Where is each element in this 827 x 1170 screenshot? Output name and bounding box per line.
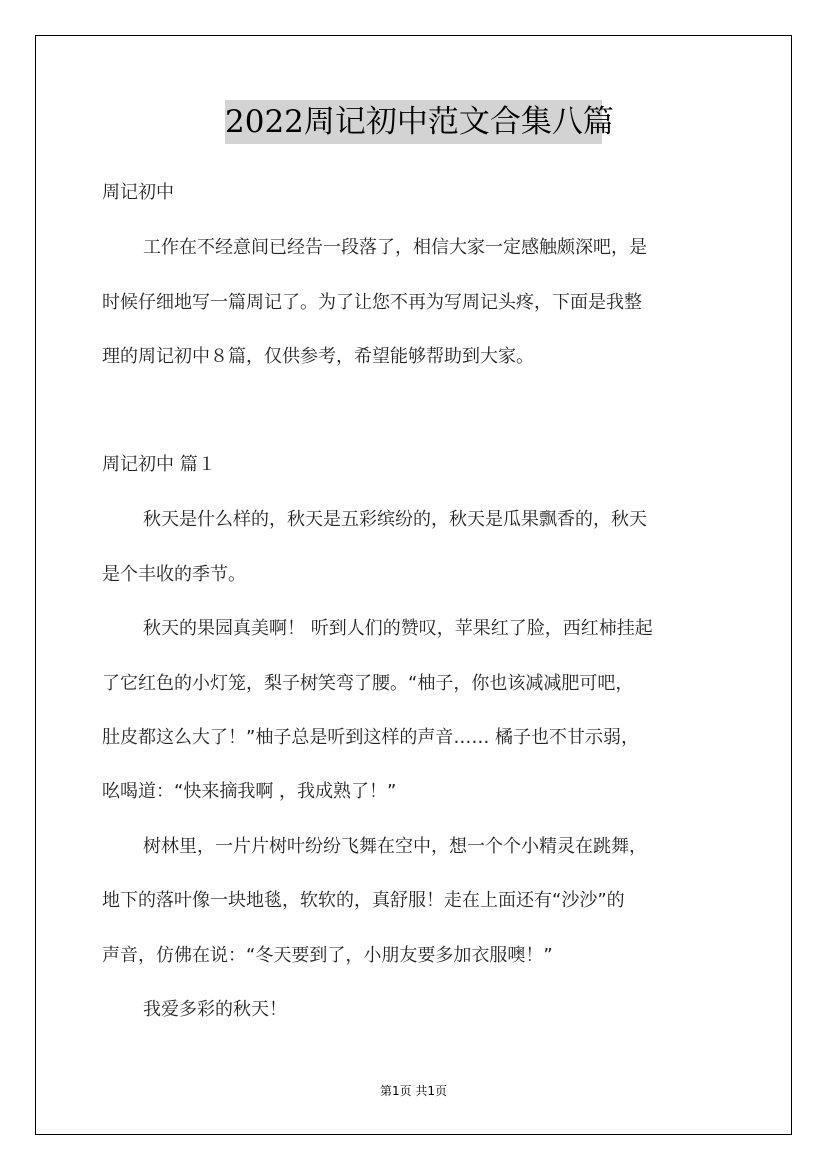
- body-line-7: 树林里，一片片树叶纷纷飞舞在空中，想一个个小精灵在跳舞，: [143, 836, 647, 857]
- intro-line-3: 理的周记初中８篇，仅供参考，希望能够帮助到大家。: [102, 346, 534, 367]
- body-line-4: 了它红色的小灯笼，梨子树笑弯了腰。“柚子，你也该减减肥可吧，: [102, 673, 634, 694]
- body-line-3: 秋天的果园真美啊！ 听到人们的赞叹，苹果红了脸，西红柿挂起: [143, 618, 653, 639]
- body-line-8: 地下的落叶像一块地毯，软软的，真舒服！走在上面还有“沙沙”的: [102, 890, 625, 911]
- body-line-2: 是个丰收的季节。: [102, 564, 246, 585]
- body-line-1: 秋天是什么样的，秋天是五彩缤纷的，秋天是瓜果飘香的，秋天: [143, 509, 647, 530]
- body-line-5: 肚皮都这么大了！”柚子总是听到这样的声音…… 橘子也不甘示弱，: [102, 727, 640, 748]
- document-title: 2022周记初中范文合集八篇: [225, 100, 602, 144]
- intro-line-1: 工作在不经意间已经告一段落了，相信大家一定感触颇深吧，是: [143, 237, 647, 258]
- section-heading: 周记初中 篇１: [102, 454, 216, 475]
- intro-heading: 周记初中: [102, 182, 174, 203]
- body-line-9: 声音，仿佛在说：“冬天要到了，小朋友要多加衣服噢！”: [102, 945, 553, 966]
- body-line-10: 我爱多彩的秋天！: [143, 999, 287, 1020]
- intro-line-2: 时候仔细地写一篇周记了。为了让您不再为写周记头疼，下面是我整: [102, 292, 642, 313]
- page-footer: 第1页 共1页: [379, 1084, 448, 1098]
- body-line-6: 吆喝道：“快来摘我啊 ，我成熟了！”: [102, 781, 397, 802]
